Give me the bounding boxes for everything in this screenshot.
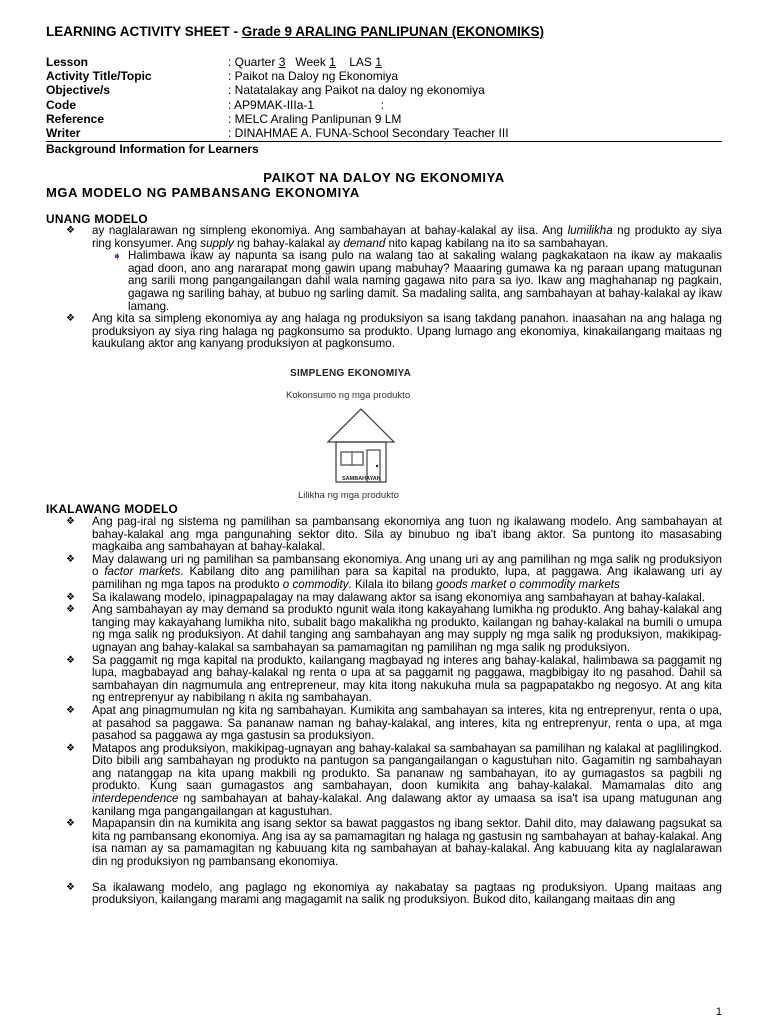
- diamond-bullet-icon: ❖: [66, 654, 75, 666]
- meta-row-lesson: Lesson : Quarter 3 Week 1 LAS 1: [46, 55, 382, 69]
- meta-row-activity: Activity Title/Topic : Paikot na Daloy ng Ekonomiya: [46, 69, 399, 84]
- sub-list-item: ➧ Halimbawa ikaw ay napunta sa isang pulo na walang tao at sakaling walang pagkakataon na ikaw ay makaalis agad doon, ano ang nararapat mong gawin upang mabuhay? Maaaring gumawa ka ng paraan upang matugunan ang sarili mong pangangailangan dahil wala naming gagawa nito para sa iyo. Ikaw ang maghahanap ng pagkain, gagawa ng sariling bahay, at bubuo ng sarling damit. Sa madaling salita, ang sambahayan at bahay-kalakal ay ikaw lamang.: [112, 249, 722, 313]
- list-item: ❖ May dalawang uri ng pamilihan sa pambansang ekonomiya. Ang unang uri ay ang pamilihan ng mga salik ng produksiyon o factor markets. Kabilang dito ang pamilihan para sa kapital na produkto, lupa, at paggawa. Ang ikalawang uri ay pamilihan ng mga tapos na produkto o commodity. Kilala ito bilang goods market o commodity markets: [66, 552, 722, 591]
- diamond-bullet-icon: ❖: [66, 516, 75, 527]
- figure-bottom-label: Lilikha ng mga produkto: [298, 490, 399, 501]
- ikalawang-modelo-list: [46, 516, 722, 907]
- diamond-bullet-icon: ❖: [66, 225, 75, 236]
- document-page: [46, 0, 722, 1024]
- meta-row-reference: Reference : MELC Araling Panlipunan 9 LM: [46, 111, 402, 126]
- list-item: ❖ Ang sambahayan ay may demand sa produkto ngunit wala itong kakayahang lumikha ng produkto. Ang bahay-kalakal ang tanging may kakayahang lumikha nito, subalit bago makalikha ng produkto, kailangan ng bahay-kalakal na bumili o umupa ng mga salik ng produksiyon. At dahil tanging ang sambahayan ang may supply ng mga salik ng produksiyon, makikipag-ugnayan ang bahay-kalakal sa sambahayan sa pamamagitan ng pamilihan ng mga salik ng produksiyon.: [66, 603, 722, 654]
- section-title-unang-modelo: UNANG MODELO: [46, 212, 148, 226]
- list-item: ❖ Apat ang pinagmumulan ng kita ng sambahayan. Kumikita ang sambahayan sa interes, kita ng entreprenyur, renta o upa, at pasahod sa paggawa. Sa pananaw naman ng bahay-kalakal, ang interes, kita ng entreprenyur, renta o upa, at mga pasahod sa paggawa ay mga gastusin sa produksiyon.: [66, 703, 722, 743]
- sheet-title-grade: Grade 9 ARALING PANLIPUNAN (EKONOMIKS): [241, 24, 545, 39]
- list-item: ❖ Ang kita sa simpleng ekonomiya ay ang halaga ng produksiyon sa isang takdang panahon. inaasahan na ang halaga ng produksiyon ay siya ring halaga ng pagkonsumo sa produkto. Upang lumago ang ekonomiya, kinakailangang maitaas ng kaukulang aktor ang kanyang produksiyon at pagkonsumo.: [66, 312, 722, 351]
- sheet-title: LEARNING ACTIVITY SHEET - Grade 9 ARALING PANLIPUNAN (EKONOMIKS): [46, 24, 545, 39]
- background-info-label: Background Information for Learners: [46, 142, 259, 156]
- diamond-bullet-icon: ❖: [66, 313, 75, 325]
- house-icon: [326, 406, 396, 486]
- list-item: ❖ Sa ikalawang modelo, ipinagpapalagay na may dalawang aktor sa isang ekonomiya ang sambahayan at bahay-kalakal.: [66, 590, 705, 604]
- page-number: 1: [715, 1006, 722, 1018]
- meta-row-objective: Objective/s : Natatalakay ang Paikot na daloy ng ekonomiya: [46, 83, 485, 98]
- lesson-meta-table: [46, 55, 722, 140]
- main-heading: PAIKOT NA DALOY NG EKONOMIYA: [263, 170, 505, 185]
- diamond-bullet-icon: ❖: [66, 881, 75, 893]
- house-label: SAMBAHAYAN: [342, 476, 381, 482]
- unang-modelo-list: [46, 225, 722, 351]
- meta-row-code: Code : AP9MAK-IIIa-1 :: [46, 97, 385, 112]
- diamond-bullet-icon: ❖: [66, 604, 75, 616]
- diamond-bullet-icon: ❖: [66, 818, 75, 830]
- diamond-bullet-icon: ❖: [66, 553, 75, 565]
- section-title-ikalawang-modelo: IKALAWANG MODELO: [46, 502, 178, 516]
- meta-row-writer: Writer : DINAHMAE A. FUNA-School Secondary Teacher III: [46, 125, 509, 140]
- list-item: ❖ Matapos ang produksiyon, makikipag-ugnayan ang bahay-kalakal sa sambahayan sa pamilihan ng kalakal at paglilingkod. Dito bibili ang sambahayan ng produkto na pantugon sa pangangailangan o kagustuhan nito. Gagamitin ng sambahayan ang natanggap na kita upang makbili ng produkto. Sa pananaw ng sambahayan, ito ay gumagastos sa pagbili ng produkto. Kung saan gumagastos ang sambahayan, doon kumikita ang bahay-kalakal. Mamamalas dito ang interdependence ng sambahayan at bahay-kalakal. Ang dalawang aktor ay umaasa sa isa't isa upang matugunan ang kanilang mga pangangailangan at kagustuhan.: [66, 741, 722, 818]
- list-item: ❖ Mapapansin din na kumikita ang isang sektor sa bawat paggastos ng ibang sektor. Dahil dito, may dalawang pagsukat sa kita ng pambansang ekonomiya. Ang isa ay sa pamamagitan ng halaga ng gastusin ng sambahayan at bahay-kalakal. Ang isa naman ay sa pamamagitan ng kabuuang kita ng sambahayan at bahay-kalakal. Ang kabuuang kita ay naglalarawan din ng produksiyon ng pambansang ekonomiya.: [66, 817, 722, 869]
- list-item: ❖ Ang pag-iral ng sistema ng pamilihan sa pambansang ekonomiya ang tuon ng ikalawang modelo. Ang sambahayan at bahay-kalakal ang mga pangunahing sektor dito. Sila ay binubuo ng iba't ibang aktor. Sa puntong ito masasabing magkaiba ang sambahayan at bahay-kalakal.: [66, 515, 722, 554]
- diamond-bullet-icon: ❖: [66, 742, 75, 754]
- list-item: ❖ Sa ikalawang modelo, ang paglago ng ekonomiya ay nakabatay sa pagtaas ng produksiyon. Upang maitaas ang produksiyon, kailangang marami ang magagamit na salik ng produksiyon. Bukod dito, kailangang maitaas din ang: [66, 880, 722, 907]
- figure-top-label: Kokonsumo ng mga produkto: [286, 390, 411, 401]
- arrow-bullet-icon: ➧: [112, 249, 123, 264]
- simpleng-ekonomiya-figure: [286, 366, 436, 506]
- diamond-bullet-icon: ❖: [66, 704, 75, 716]
- sub-heading: MGA MODELO NG PAMBANSANG EKONOMIYA: [46, 185, 360, 200]
- figure-title: SIMPLENG EKONOMIYA: [290, 368, 412, 379]
- diamond-bullet-icon: ❖: [66, 591, 75, 603]
- list-item: ❖ Sa paggamit ng mga kapital na produkto, kailangang magbayad ng interes ang bahay-kalakal, halimbawa sa paggamit ng lupa, magbabayad ang bahay-kalakal ng renta o upa at sa paggamit ng paggawa, magbibigay ito ng pasahod. Dahil sa sambahayan din nagmumula ang entrepreneur, may kita itong nakukuha mula sa pagpapatakbo ng negosyo. At ang kita ng entreprenyur ay nabibilang n akita ng sambahayan.: [66, 653, 722, 705]
- list-item: ❖ ay naglalarawan ng simpleng ekonomiya. Ang sambahayan at bahay-kalakal ay iisa. Ang lumilikha ng produkto ay siya ring konsyumer. Ang supply ng bahay-kalakal ay demand nito kapag kabilang na ito sa sambahayan.: [66, 224, 722, 250]
